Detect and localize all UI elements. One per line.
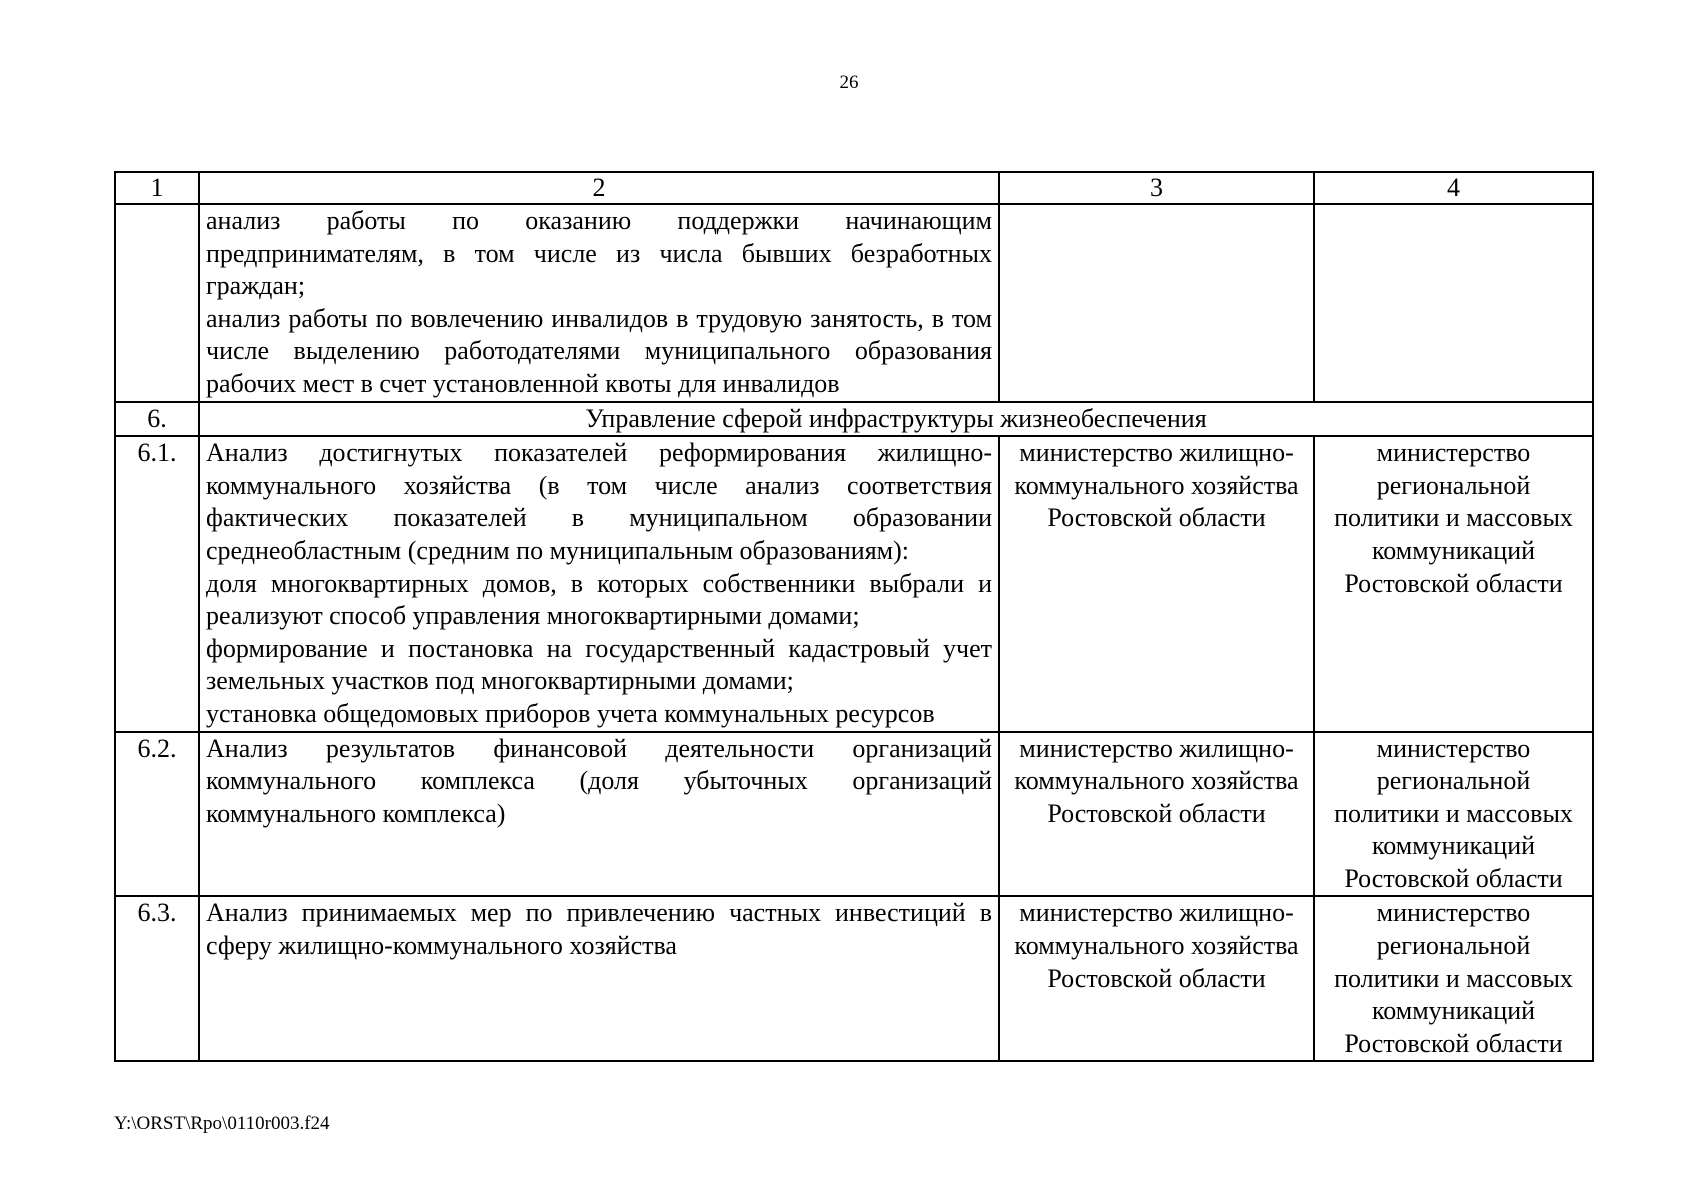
column-number-1: 1	[115, 172, 199, 204]
row-number	[115, 204, 199, 402]
row-responsible	[999, 204, 1314, 402]
section-title: Управление сферой инфраструктуры жизнеобеспечения	[199, 402, 1593, 437]
row-description	[199, 436, 999, 731]
row-coexecutor	[1314, 204, 1593, 402]
row-responsible: министерство жилищно-коммунального хозяйства Ростовской области	[999, 436, 1314, 731]
column-number-3: 3	[999, 172, 1314, 204]
description-paragraph: Анализ достигнутых показателей реформирования жилищно-коммунального хозяйства (в том числе анализ соответствия фактических показателей в муниципальном образовании среднеобластным (средним по муниципальным образованиям):	[206, 438, 992, 565]
row-coexecutor: министерство региональной политики и массовых коммуникаций Ростовской области	[1314, 732, 1593, 897]
table-row-continuation	[115, 204, 1593, 402]
responsibility-table	[114, 171, 1594, 1062]
row-description	[199, 732, 999, 897]
page-number: 26	[839, 72, 859, 93]
row-number: 6.3.	[115, 896, 199, 1061]
description-paragraph: анализ работы по оказанию поддержки начинающим предпринимателям, в том числе из числа бывших безработных граждан;	[206, 206, 992, 301]
description-paragraph: установка общедомовых приборов учета коммунальных ресурсов	[206, 698, 935, 728]
row-number: 6.2.	[115, 732, 199, 897]
description-paragraph: анализ работы по вовлечению инвалидов в трудовую занятость, в том числе выделению работодателями муниципального образования рабочих мест в счет установленной квоты для инвалидов	[206, 303, 992, 398]
description-paragraph: Анализ результатов финансовой деятельности организаций коммунального комплекса (доля убыточных организаций коммунального комплекса)	[206, 733, 992, 828]
table-row-6-2	[115, 732, 1593, 897]
column-number-4: 4	[1314, 172, 1593, 204]
row-coexecutor: министерство региональной политики и массовых коммуникаций Ростовской области	[1314, 436, 1593, 731]
footer-file-path: Y:\ORST\Rpo\0110r003.f24	[114, 1113, 330, 1134]
table-row-6-3	[115, 896, 1593, 1061]
row-coexecutor: министерство региональной политики и массовых коммуникаций Ростовской области	[1314, 896, 1593, 1061]
table-row-6-1	[115, 436, 1593, 731]
row-number: 6.1.	[115, 436, 199, 731]
table-header-row	[115, 172, 1593, 204]
description-paragraph: доля многоквартирных домов, в которых собственники выбрали и реализуют способ управления многоквартирными домами;	[206, 568, 992, 631]
row-description	[199, 204, 999, 402]
section-number: 6.	[115, 402, 199, 437]
column-number-2: 2	[199, 172, 999, 204]
row-responsible: министерство жилищно-коммунального хозяйства Ростовской области	[999, 732, 1314, 897]
description-paragraph: Анализ принимаемых мер по привлечению частных инвестиций в сферу жилищно-коммунального хозяйства	[206, 898, 992, 961]
description-paragraph: формирование и постановка на государственный кадастровый учет земельных участков под многоквартирными домами;	[206, 633, 992, 696]
row-description	[199, 896, 999, 1061]
row-responsible: министерство жилищно-коммунального хозяйства Ростовской области	[999, 896, 1314, 1061]
table-section-row	[115, 402, 1593, 437]
